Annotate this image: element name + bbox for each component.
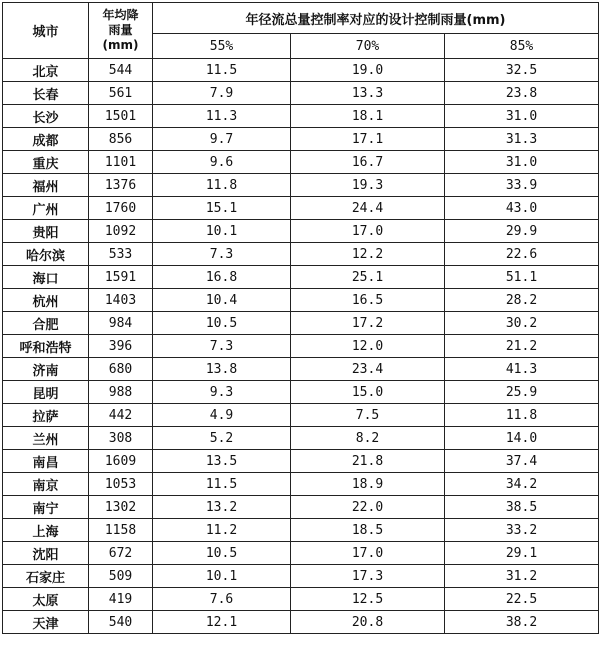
rate-70-cell: 15.0	[291, 381, 445, 404]
annual-rainfall-cell: 988	[89, 381, 153, 404]
annual-rainfall-cell: 1501	[89, 105, 153, 128]
table-row	[3, 542, 599, 565]
city-cell: 重庆	[3, 151, 89, 174]
rate-85-cell: 29.1	[445, 542, 599, 565]
rate-55-cell: 13.5	[153, 450, 291, 473]
city-cell: 哈尔滨	[3, 243, 89, 266]
rate-70-cell: 16.5	[291, 289, 445, 312]
rate-55-cell: 13.2	[153, 496, 291, 519]
rate-55-cell: 13.8	[153, 358, 291, 381]
annual-rainfall-cell: 308	[89, 427, 153, 450]
rate-70-cell: 17.3	[291, 565, 445, 588]
city-cell: 太原	[3, 588, 89, 611]
rate-55-cell: 10.5	[153, 312, 291, 335]
table-body	[3, 59, 599, 634]
rate-55-cell: 7.6	[153, 588, 291, 611]
annual-rainfall-cell: 561	[89, 82, 153, 105]
rate-70-cell: 25.1	[291, 266, 445, 289]
header-rate-55: 55%	[153, 34, 291, 59]
rate-70-cell: 17.0	[291, 220, 445, 243]
table-row	[3, 105, 599, 128]
table-row	[3, 82, 599, 105]
annual-rainfall-cell: 540	[89, 611, 153, 634]
header-annual-rainfall-unit: (mm)	[102, 38, 139, 52]
rate-70-cell: 17.2	[291, 312, 445, 335]
rate-85-cell: 31.2	[445, 565, 599, 588]
table-row	[3, 358, 599, 381]
table-row	[3, 197, 599, 220]
city-cell: 沈阳	[3, 542, 89, 565]
rate-85-cell: 22.5	[445, 588, 599, 611]
header-rate-85: 85%	[445, 34, 599, 59]
rate-70-cell: 18.5	[291, 519, 445, 542]
city-cell: 兰州	[3, 427, 89, 450]
rate-55-cell: 16.8	[153, 266, 291, 289]
city-cell: 海口	[3, 266, 89, 289]
rate-70-cell: 17.0	[291, 542, 445, 565]
rate-70-cell: 12.2	[291, 243, 445, 266]
table-row	[3, 381, 599, 404]
rate-85-cell: 43.0	[445, 197, 599, 220]
rate-85-cell: 11.8	[445, 404, 599, 427]
rate-55-cell: 4.9	[153, 404, 291, 427]
rate-70-cell: 8.2	[291, 427, 445, 450]
table-row	[3, 174, 599, 197]
table-row	[3, 611, 599, 634]
header-annual-rainfall-line1: 年均降	[102, 8, 139, 22]
table-row	[3, 588, 599, 611]
rate-85-cell: 31.3	[445, 128, 599, 151]
rate-85-cell: 23.8	[445, 82, 599, 105]
rate-70-cell: 13.3	[291, 82, 445, 105]
city-cell: 石家庄	[3, 565, 89, 588]
rate-70-cell: 24.4	[291, 197, 445, 220]
annual-rainfall-cell: 856	[89, 128, 153, 151]
rate-55-cell: 9.7	[153, 128, 291, 151]
city-cell: 昆明	[3, 381, 89, 404]
rate-85-cell: 41.3	[445, 358, 599, 381]
annual-rainfall-cell: 1376	[89, 174, 153, 197]
rate-70-cell: 16.7	[291, 151, 445, 174]
city-cell: 福州	[3, 174, 89, 197]
rate-70-cell: 19.0	[291, 59, 445, 82]
rate-70-cell: 17.1	[291, 128, 445, 151]
table-row	[3, 450, 599, 473]
header-annual-rainfall	[89, 3, 153, 59]
rate-70-cell: 19.3	[291, 174, 445, 197]
header-city: 城市	[3, 3, 89, 59]
table-row	[3, 151, 599, 174]
rate-85-cell: 14.0	[445, 427, 599, 450]
table-row	[3, 404, 599, 427]
rate-70-cell: 12.0	[291, 335, 445, 358]
rate-70-cell: 22.0	[291, 496, 445, 519]
rate-70-cell: 18.1	[291, 105, 445, 128]
rate-55-cell: 10.5	[153, 542, 291, 565]
table-row	[3, 496, 599, 519]
rate-85-cell: 32.5	[445, 59, 599, 82]
table-row	[3, 289, 599, 312]
rate-70-cell: 18.9	[291, 473, 445, 496]
annual-rainfall-cell: 1092	[89, 220, 153, 243]
annual-rainfall-cell: 1302	[89, 496, 153, 519]
rate-85-cell: 21.2	[445, 335, 599, 358]
rate-85-cell: 30.2	[445, 312, 599, 335]
city-cell: 贵阳	[3, 220, 89, 243]
table-row	[3, 128, 599, 151]
annual-rainfall-cell: 672	[89, 542, 153, 565]
city-cell: 呼和浩特	[3, 335, 89, 358]
rate-55-cell: 10.1	[153, 565, 291, 588]
annual-rainfall-cell: 544	[89, 59, 153, 82]
rate-55-cell: 7.3	[153, 335, 291, 358]
rate-85-cell: 33.2	[445, 519, 599, 542]
annual-rainfall-cell: 984	[89, 312, 153, 335]
city-cell: 长春	[3, 82, 89, 105]
annual-rainfall-cell: 1760	[89, 197, 153, 220]
annual-rainfall-cell: 1101	[89, 151, 153, 174]
annual-rainfall-cell: 442	[89, 404, 153, 427]
rate-85-cell: 28.2	[445, 289, 599, 312]
rate-55-cell: 11.3	[153, 105, 291, 128]
rate-85-cell: 34.2	[445, 473, 599, 496]
rate-55-cell: 9.6	[153, 151, 291, 174]
rate-70-cell: 21.8	[291, 450, 445, 473]
table-row	[3, 335, 599, 358]
rate-70-cell: 12.5	[291, 588, 445, 611]
city-cell: 广州	[3, 197, 89, 220]
table-row	[3, 220, 599, 243]
table-row	[3, 243, 599, 266]
city-cell: 天津	[3, 611, 89, 634]
city-cell: 成都	[3, 128, 89, 151]
city-cell: 长沙	[3, 105, 89, 128]
table-row	[3, 427, 599, 450]
rate-55-cell: 5.2	[153, 427, 291, 450]
rate-55-cell: 11.2	[153, 519, 291, 542]
city-cell: 南昌	[3, 450, 89, 473]
rate-85-cell: 22.6	[445, 243, 599, 266]
header-rate-70: 70%	[291, 34, 445, 59]
annual-rainfall-cell: 1609	[89, 450, 153, 473]
city-cell: 济南	[3, 358, 89, 381]
rate-85-cell: 38.2	[445, 611, 599, 634]
rate-70-cell: 20.8	[291, 611, 445, 634]
rate-85-cell: 33.9	[445, 174, 599, 197]
rate-85-cell: 51.1	[445, 266, 599, 289]
table-row	[3, 519, 599, 542]
annual-rainfall-cell: 509	[89, 565, 153, 588]
city-cell: 杭州	[3, 289, 89, 312]
city-cell: 合肥	[3, 312, 89, 335]
rate-85-cell: 38.5	[445, 496, 599, 519]
table-row	[3, 312, 599, 335]
annual-rainfall-cell: 680	[89, 358, 153, 381]
rate-55-cell: 7.9	[153, 82, 291, 105]
table-row	[3, 59, 599, 82]
rate-85-cell: 37.4	[445, 450, 599, 473]
header-design-rainfall-group: 年径流总量控制率对应的设计控制雨量(mm)	[153, 3, 599, 34]
header-annual-rainfall-line2: 雨量	[108, 23, 133, 37]
rate-55-cell: 15.1	[153, 197, 291, 220]
city-cell: 拉萨	[3, 404, 89, 427]
annual-rainfall-cell: 533	[89, 243, 153, 266]
city-cell: 南京	[3, 473, 89, 496]
header-row-1	[3, 3, 599, 34]
rate-85-cell: 29.9	[445, 220, 599, 243]
rate-55-cell: 11.5	[153, 59, 291, 82]
city-cell: 南宁	[3, 496, 89, 519]
rate-85-cell: 25.9	[445, 381, 599, 404]
rate-55-cell: 11.8	[153, 174, 291, 197]
city-cell: 上海	[3, 519, 89, 542]
rate-70-cell: 7.5	[291, 404, 445, 427]
rainfall-table	[2, 2, 599, 634]
annual-rainfall-cell: 419	[89, 588, 153, 611]
table-row	[3, 266, 599, 289]
city-cell: 北京	[3, 59, 89, 82]
annual-rainfall-cell: 1591	[89, 266, 153, 289]
rate-55-cell: 9.3	[153, 381, 291, 404]
annual-rainfall-cell: 1158	[89, 519, 153, 542]
annual-rainfall-cell: 1053	[89, 473, 153, 496]
rate-55-cell: 11.5	[153, 473, 291, 496]
rate-70-cell: 23.4	[291, 358, 445, 381]
rate-55-cell: 7.3	[153, 243, 291, 266]
rate-55-cell: 10.1	[153, 220, 291, 243]
rate-55-cell: 10.4	[153, 289, 291, 312]
rate-85-cell: 31.0	[445, 105, 599, 128]
table-row	[3, 473, 599, 496]
rate-55-cell: 12.1	[153, 611, 291, 634]
annual-rainfall-cell: 396	[89, 335, 153, 358]
table-row	[3, 565, 599, 588]
rate-85-cell: 31.0	[445, 151, 599, 174]
annual-rainfall-cell: 1403	[89, 289, 153, 312]
